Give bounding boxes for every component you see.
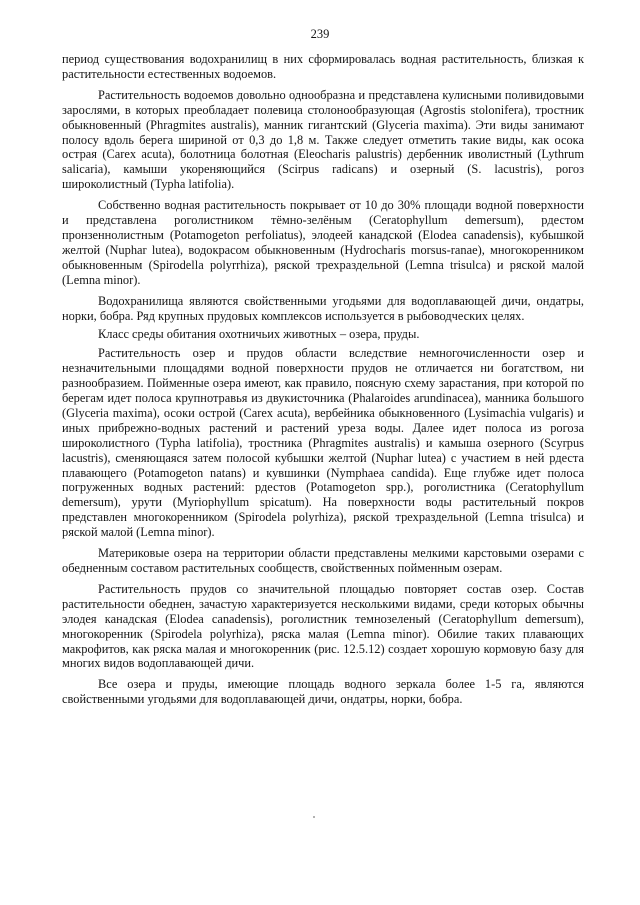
paragraph-karst-lakes: Материковые озера на территории области представлены мелкими карстовыми озерами с обедненным составом растительных сообществ, свойственных пойменным озерам. bbox=[62, 546, 584, 575]
paragraph-reservoir-habitat: Водохранилища являются свойственными угодьями для водоплавающей дичи, ондатры, норки, бобра. Ряд крупных прудовых комплексов используется в рыбоводческих целях. bbox=[62, 293, 584, 323]
paragraph-reservoir-shore-vegetation: Растительность водоемов довольно однообразна и представлена кулисными поливидовыми зарослями, в которых преобладает полевица столонообразующая (Agrostis stolonifera), тростник обыкновенный (Phragmites australis), манник гигантский (Glyceria maxima). Эти виды занимают полосу вдоль берега шириной от 0,3 до 1,8 м. Также следует отметить такие виды, как осока острая (Carex acuta), болотница болотная (Eleocharis palustris) дербенник иволистный (Lythrum salicaria), камыши укореняющийся (Scirpus radicans) и озерный (S. lacustris), рогоз широколистный (Typha latifolia). bbox=[62, 87, 584, 192]
paragraph-continuation: период существования водохранилищ в них сформировалась водная растительность, близкая к растительности естественных водоемов. bbox=[62, 52, 584, 81]
paragraph-lakes-ponds-vegetation: Растительность озер и прудов области вследствие немногочисленности озер и незначительными площадями водной поверхности прудов не отличается ни богатством, ни разнообразием. Пойменные озера имеют, как правило, поясную схему зарастания, при которой по берегам идет полоса крупнотравья из двукисточника (Phalaroides arundinacea), манника большого (Glyceria maxima), осоки острой (Carex acuta), вербейника обыкновенного (Lysimachia vulgaris) и иных прибрежно-водных растений и растений уреза воды. Далее идет полоса из рогоза широколистного (Typha latifolia), тростника (Phragmites australis) и камыша озерного (Scyrpus lacustris), сменяющаяся затем полосой кубышки желтой (Nuphar lutea) с участием в ней рдеста плавающего (Potamogeton natans) и кувшинки (Nymphaea candida). Еще глубже идет полоса погруженных водных растений: рдестов (Potamogeton spp.), роголистника (Ceratophyllum demersum), урути (Myriophyllum spicatum). На поверхности воды растительный покров представлен многокоренником (Spirodela polyrhiza), ряской трехраздельной (Lemna trisulca) и ряской малой (Lemna minor). bbox=[62, 346, 584, 540]
paragraph-habitat-class: Класс среды обитания охотничьих животных – озера, пруды. bbox=[98, 327, 420, 342]
paragraph-aquatic-vegetation: Собственно водная растительность покрывает от 10 до 30% площади водной поверхности и представлена роголистником тёмно-зелёным (Ceratophyllum demersum), рдестом пронзеннолистным (Potamogeton perfoliatus), элодеей канадской (Elodea canadensis), кубышкой желтой (Nuphar lutea), водокрасом обыкновенным (Hydrocharis morsus-ranae), многокоренником обыкновенным (Spirodella polyrrhiza), ряской трехраздельной (Lemna trisulca) и ряской малой (Lemna minor). bbox=[62, 198, 584, 287]
paragraph-ponds-vegetation: Растительность прудов со значительной площадью повторяет состав озер. Состав растительности обеднен, зачастую характеризуется несколькими видами, среди которых обычны элодея канадская (Elodea canadensis), роголистник темнозеленый (Ceratophyllum demersum), многокоренник (Spirodela polyrhiza), ряска малая (Lemna minor). Обилие таких плавающих макрофитов, как ряска малая и многокоренник (рис. 12.5.12) создает хорошую кормовую базу для многих видов водоплавающей дичи. bbox=[62, 581, 584, 671]
paragraph-conclusion: Все озера и пруды, имеющие площадь водного зеркала более 1-5 га, являются свойственными угодьями для водоплавающей дичи, ондатры, норки, бобра. bbox=[62, 677, 584, 707]
page-number: 239 bbox=[310, 27, 330, 41]
scan-speck bbox=[313, 816, 315, 818]
page-body bbox=[62, 52, 584, 713]
